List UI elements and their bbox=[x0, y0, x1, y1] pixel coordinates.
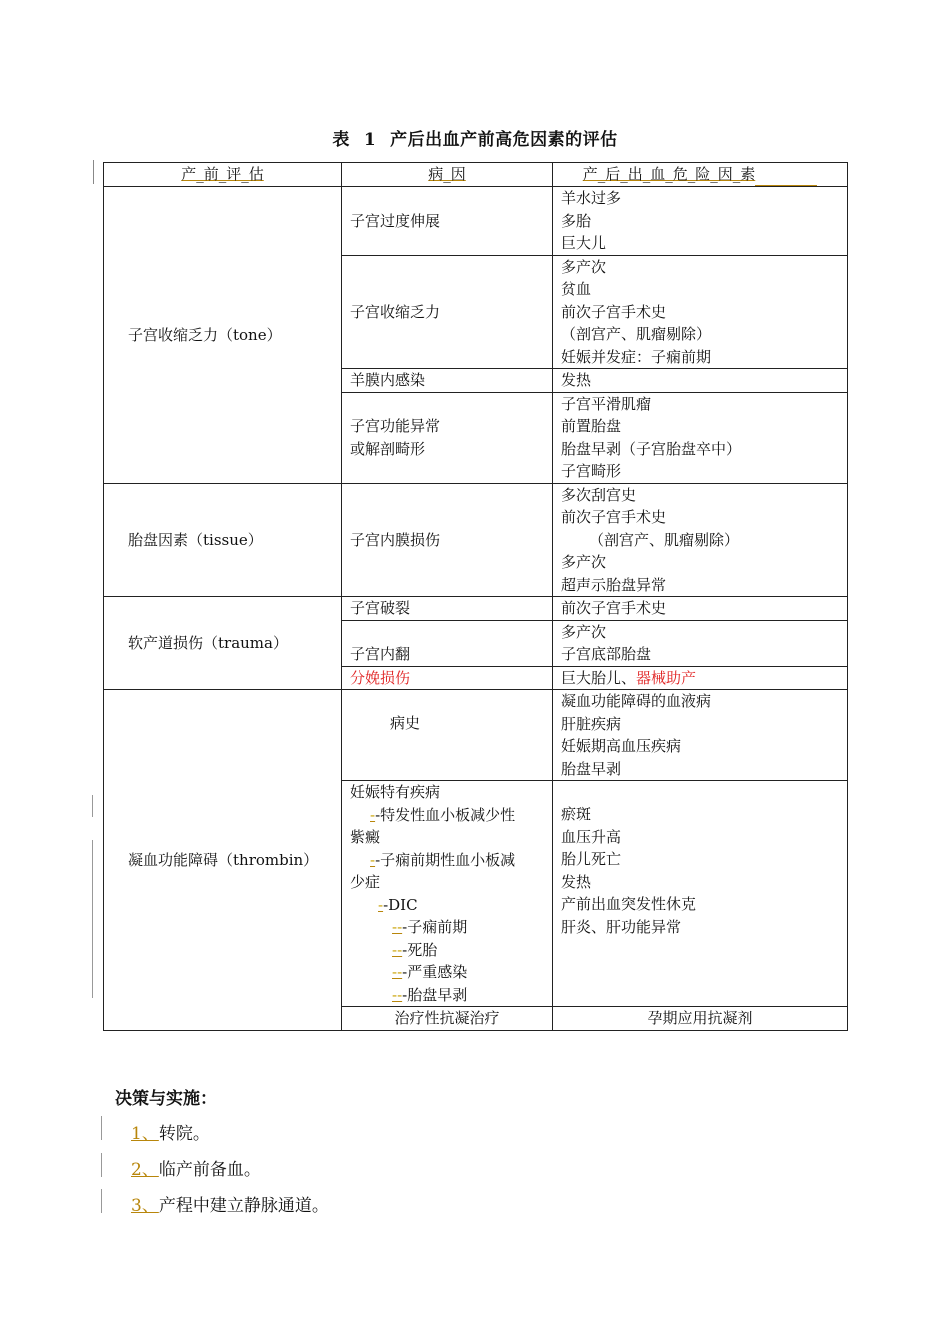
table-header-row bbox=[104, 163, 848, 187]
list-item: 2、临产前备血。 bbox=[131, 1160, 261, 1180]
cause-cell: 治疗性抗凝治疗 bbox=[342, 1007, 553, 1031]
risk-cell: 凝血功能障碍的血液病 肝脏疾病 妊娠期高血压疾病 胎盘早剥 bbox=[553, 690, 848, 781]
risk-cell: 孕期应用抗凝剂 bbox=[553, 1007, 848, 1031]
revision-bar bbox=[101, 1189, 102, 1213]
risk-cell: 子宫平滑肌瘤 前置胎盘 胎盘早剥（子宫胎盘卒中） 子宫畸形 bbox=[553, 392, 848, 483]
list-item: 3、产程中建立静脉通道。 bbox=[131, 1196, 329, 1216]
cause-cell: 羊膜内感染 bbox=[342, 369, 553, 393]
header-risk: 产_后_出_血_危_险_因_素 bbox=[553, 163, 848, 187]
risk-cell: 发热 bbox=[553, 369, 848, 393]
cause-cell: 分娩损伤 bbox=[342, 666, 553, 690]
category-cell: 子宫收缩乏力（tone） bbox=[104, 187, 342, 484]
table-row bbox=[104, 187, 848, 256]
cause-cell: 子宫收缩乏力 bbox=[342, 255, 553, 369]
revision-bar bbox=[93, 160, 94, 184]
risk-cell: 多产次 贫血 前次子宫手术史 （剖宫产、肌瘤剔除） 妊娠并发症：子痫前期 bbox=[553, 255, 848, 369]
risk-cell: 多次刮宫史 前次子宫手术史 （剖宫产、肌瘤剔除） 多产次 超声示胎盘异常 bbox=[553, 483, 848, 597]
table-row bbox=[104, 690, 848, 781]
table-row bbox=[104, 597, 848, 621]
cause-cell: 子宫过度伸展 bbox=[342, 187, 553, 256]
risk-cell: 巨大胎儿、器械助产 bbox=[553, 666, 848, 690]
cause-cell: 病史 bbox=[342, 690, 553, 781]
cause-cell: 子宫破裂 bbox=[342, 597, 553, 621]
revision-bar bbox=[92, 795, 93, 817]
table-row bbox=[104, 483, 848, 597]
section-heading: 决策与实施： bbox=[115, 1089, 217, 1109]
category-cell: 凝血功能障碍（thrombin） bbox=[104, 690, 342, 1031]
list-item: 1、转院。 bbox=[131, 1124, 210, 1144]
risk-cell: 瘀斑 血压升高 胎儿死亡 发热 产前出血突发性休克 肝炎、肝功能异常 bbox=[553, 781, 848, 1007]
revision-bar bbox=[92, 840, 93, 862]
risk-cell: 羊水过多 多胎 巨大儿 bbox=[553, 187, 848, 256]
cause-cell: 子宫功能异常 或解剖畸形 bbox=[342, 392, 553, 483]
revision-bar bbox=[101, 1153, 102, 1177]
table-title-label: 表 bbox=[332, 130, 350, 150]
cause-cell: 子宫内翻 bbox=[342, 620, 553, 666]
cause-cell: 妊娠特有疾病 --特发性血小板减少性 紫癜 --子痫前期性血小板减 少症 --DIC ---子痫前期 ---死胎 ---严重感染 ---胎盘早剥 bbox=[342, 781, 553, 1007]
revision-bar bbox=[92, 862, 93, 998]
table-title-text: 产后出血产前高危因素的评估 bbox=[390, 130, 618, 150]
table-title bbox=[0, 125, 950, 150]
table-title-number: 1 bbox=[363, 130, 377, 150]
category-cell: 软产道损伤（trauma） bbox=[104, 597, 342, 690]
header-assessment: 产_前_评_估 bbox=[104, 163, 342, 187]
category-cell: 胎盘因素（tissue） bbox=[104, 483, 342, 597]
risk-cell: 前次子宫手术史 bbox=[553, 597, 848, 621]
risk-cell: 多产次 子宫底部胎盘 bbox=[553, 620, 848, 666]
cause-cell: 子宫内膜损伤 bbox=[342, 483, 553, 597]
risk-table bbox=[103, 162, 848, 1031]
revision-bar bbox=[101, 1116, 102, 1140]
header-cause: 病_因 bbox=[342, 163, 553, 187]
